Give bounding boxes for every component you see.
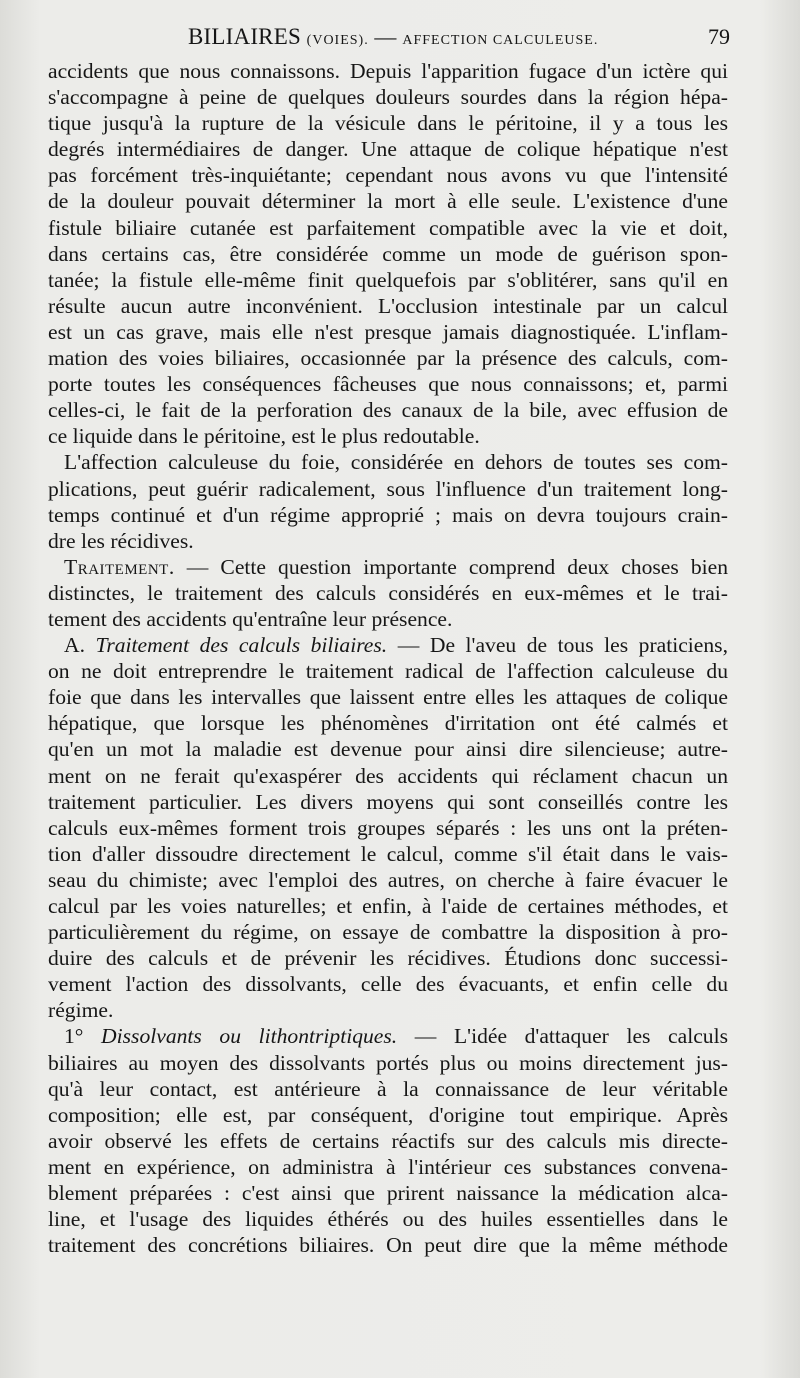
text-line: tique jusqu'à la rupture de la vésicule dans le péritoine, il y a tous les	[48, 111, 728, 136]
text-line: qu'en un mot la maladie est devenue pour ainsi dire silencieuse; autre-	[48, 737, 728, 762]
text-line: ment en expérience, on administra à l'intérieur ces substances convena-	[48, 1154, 728, 1179]
section-a-line	[48, 632, 728, 658]
text-line: accidents que nous connaissons. Depuis l'apparition fugace d'un ictère qui	[48, 59, 728, 83]
text-line: mation des voies biliaires, occasionnée par la présence des calculs, com-	[48, 346, 728, 371]
header-title-paren: (VOIES).	[306, 33, 369, 48]
section-1-line	[48, 1023, 728, 1049]
text-line: traitement des concrétions biliaires. On peut dire que la même méthode	[48, 1233, 728, 1258]
text-line: ment on ne ferait qu'exaspérer des accidents qui réclament chacun un	[48, 763, 728, 788]
text-line: calcul par les voies naturelles; et enfin, à l'aide de certaines méthodes, et	[48, 894, 728, 918]
text-line: vement l'action des dissolvants, celle des évacuants, et enfin celle du	[48, 972, 728, 997]
text-line: composition; elle est, par conséquent, d'origine tout empirique. Après	[48, 1102, 728, 1127]
text-line: dre les récidives.	[48, 528, 194, 553]
running-title	[188, 20, 598, 58]
text-line: de la douleur pouvait déterminer la mort à elle seule. L'existence d'une	[48, 189, 728, 214]
text-line: calculs eux-mêmes forment trois groupes séparés : les uns ont la préten-	[48, 815, 728, 840]
header-title: BILIAIRES	[188, 24, 301, 49]
text-line: temps continué et d'un régime approprié ; mais on devra toujours crain-	[48, 502, 728, 527]
text-line: pas forcément très-inquiétante; cependant nous avons vu que l'intensité	[48, 163, 728, 188]
text-line: line, et l'usage des liquides éthérés ou des huiles essentielles dans le	[48, 1207, 728, 1232]
text-line: plications, peut guérir radicalement, sous l'influence d'un traitement long-	[48, 476, 728, 501]
text-line: degrés intermédiaires de danger. Une attaque de colique hépatique n'est	[48, 137, 728, 162]
section-1-title: Dissolvants ou lithontriptiques.	[101, 1024, 398, 1049]
text-line: qu'à leur contact, est antérieure à la connaissance de leur véritable	[48, 1076, 728, 1101]
text-line: hépatique, que lorsque les phénomènes d'irritation ont été calmés et	[48, 711, 728, 736]
text-line-tail: — De l'aveu de tous les praticiens,	[397, 633, 728, 658]
body-text	[48, 58, 728, 1258]
traitement-heading: Traitement.	[64, 554, 175, 579]
text-line: seau du chimiste; avec l'emploi des autres, on cherche à faire évacuer le	[48, 867, 728, 892]
text-line: distinctes, le traitement des calculs considérés en eux-mêmes et le trai-	[48, 580, 728, 605]
page-number: 79	[708, 24, 730, 49]
text-line: fistule biliaire cutanée est parfaitement compatible avec la vie et doit,	[48, 215, 728, 240]
header-subtitle: AFFECTION CALCULEUSE.	[402, 33, 599, 48]
text-line: celles-ci, le fait de la perforation des canaux de la bile, avec effusion de	[48, 398, 728, 423]
header-dash: —	[374, 24, 397, 49]
text-line: ce liquide dans le péritoine, est le plus redoutable.	[48, 424, 480, 449]
section-1-number: 1°	[64, 1024, 84, 1049]
traitement-line	[48, 554, 728, 580]
text-line: particulièrement du régime, on essaye de combattre la disposition à pro-	[48, 920, 728, 945]
text-line: est un cas grave, mais elle n'est presque jamais diagnostiquée. L'inflam-	[48, 319, 728, 344]
text-line: résulte aucun autre inconvénient. L'occlusion intestinale par un calcul	[48, 293, 728, 318]
text-line: biliaires au moyen des dissolvants portés plus ou moins directement jus-	[48, 1050, 728, 1075]
text-line: L'affection calculeuse du foie, considérée en dehors de toutes ses com-	[64, 450, 728, 475]
text-line: régime.	[48, 998, 114, 1023]
text-line: tement des accidents qu'entraîne leur présence.	[48, 606, 453, 631]
text-line: porte toutes les conséquences fâcheuses que nous connaissons; et, parmi	[48, 372, 728, 397]
text-line-tail: — L'idée d'attaquer les calculs	[414, 1024, 728, 1049]
text-line: tion d'aller dissoudre directement le calcul, comme s'il était dans le vais-	[48, 841, 728, 866]
text-line: foie que dans les intervalles que laissent entre elles les attaques de colique	[48, 685, 728, 710]
text-line: tanée; la fistule elle-même finit quelquefois par s'oblitérer, sans qu'il en	[48, 267, 728, 292]
text-line: blement préparées : c'est ainsi que prirent naissance la médication alca-	[48, 1181, 728, 1206]
section-a-letter: A.	[64, 633, 85, 658]
running-header	[48, 20, 730, 54]
section-a-title: Traitement des calculs biliaires.	[95, 633, 388, 658]
text-line: duire des calculs et de prévenir les récidives. Étudions donc successi-	[48, 946, 728, 971]
text-line: avoir observé les effets de certains réactifs sur des calculs mis directe-	[48, 1128, 728, 1153]
text-line-tail: — Cette question importante comprend deux choses bien	[186, 554, 728, 579]
text-line: on ne doit entreprendre le traitement radical de l'affection calculeuse du	[48, 659, 728, 684]
text-line: traitement particulier. Les divers moyens qui sont conseillés contre les	[48, 789, 728, 814]
text-line: s'accompagne à peine de quelques douleurs sourdes dans la région hépa-	[48, 85, 728, 110]
text-line: dans certains cas, être considérée comme un mode de guérison spon-	[48, 241, 728, 266]
